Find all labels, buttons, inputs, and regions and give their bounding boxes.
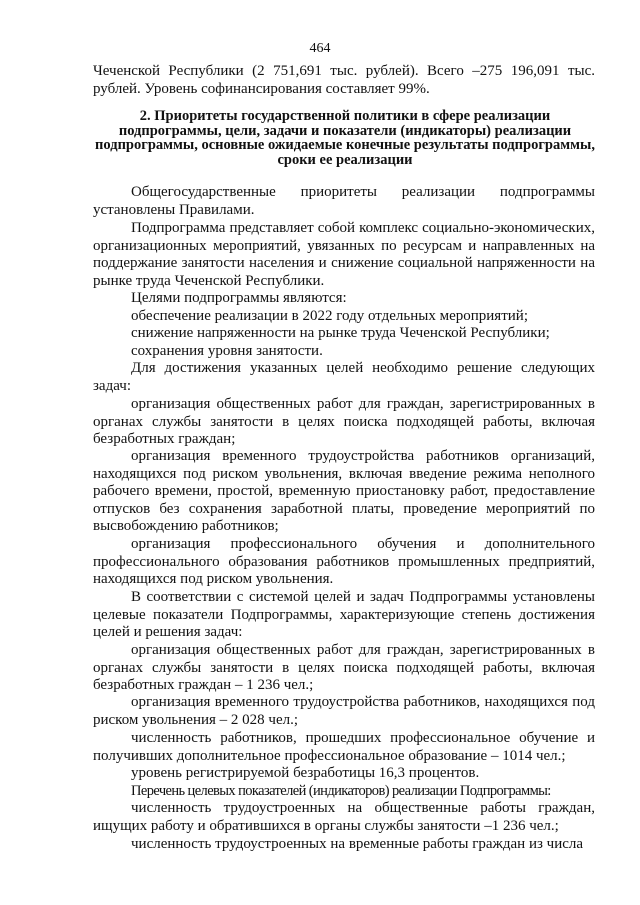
- intro-paragraph: Чеченской Республики (2 751,691 тыс. рублей). Всего –275 196,091 тыс. рублей. Уровень софинансирования составляет 99%.: [93, 63, 595, 97]
- paragraph-14: численность работников, прошедших профессиональное обучение и получивших дополнительное профессиональное образование – 1014 чел.;: [93, 730, 595, 764]
- paragraph-13: организация временного трудоустройства работников, находящихся под риском увольнения – 2 028 чел.;: [93, 694, 595, 728]
- paragraph-4: обеспечение реализации в 2022 году отдельных мероприятий;: [131, 308, 528, 324]
- paragraph-15: уровень регистрируемой безработицы 16,3 процентов.: [131, 765, 480, 781]
- paragraph-8: организация общественных работ для граждан, зарегистрированных в органах службы занятости в целях поиска подходящей работы, включая безработных граждан;: [93, 396, 595, 448]
- paragraph-10: организация профессионального обучения и дополнительного профессионального образования работников промышленных предприятий, находящихся под риском увольнения.: [93, 536, 595, 588]
- paragraph-17: численность трудоустроенных на общественные работы граждан, ищущих работу и обратившихся в органы службы занятости –1 236 чел.;: [93, 800, 595, 834]
- section-heading: 2. Приоритеты государственной политики в сфере реализации подпрограммы, цели, задачи и показатели (индикаторы) реализации подпрограммы, основные ожидаемые конечные результаты подпрограммы, сроки ее реализации: [95, 108, 595, 168]
- page-number: 464: [309, 41, 331, 56]
- paragraph-5: снижение напряженности на рынке труда Чеченской Республики;: [131, 325, 550, 341]
- paragraph-12: организация общественных работ для граждан, зарегистрированных в органах службы занятости в целях поиска подходящей работы, включая безработных граждан – 1 236 чел.;: [93, 642, 595, 694]
- paragraph-1: Общегосударственные приоритеты реализации подпрограммы установлены Правилами.: [93, 184, 595, 218]
- paragraph-11: В соответствии с системой целей и задач Подпрограммы установлены целевые показатели Подпрограммы, характеризующие степень достижения целей и решения задач:: [93, 589, 595, 641]
- paragraph-16: Перечень целевых показателей (индикаторов) реализации Подпрограммы:: [131, 783, 551, 799]
- paragraph-9: организация временного трудоустройства работников организаций, находящихся под риском увольнения, включая введение режима неполного рабочего времени, простой, временную приостановку работ, предоставление отпусков без сохранения заработной платы, проведение мероприятий по высвобождению работников;: [93, 448, 595, 535]
- paragraph-18: численность трудоустроенных на временные работы граждан из числа: [131, 836, 584, 852]
- paragraph-2: Подпрограмма представляет собой комплекс социально-экономических, организационных мероприятий, увязанных по ресурсам и направленных на поддержание занятости населения и снижение социальной напряженности на рынке труда Чеченской Республики.: [93, 220, 595, 289]
- paragraph-3: Целями подпрограммы являются:: [131, 290, 347, 306]
- paragraph-7: Для достижения указанных целей необходимо решение следующих задач:: [93, 360, 595, 394]
- paragraph-6: сохранения уровня занятости.: [131, 343, 323, 359]
